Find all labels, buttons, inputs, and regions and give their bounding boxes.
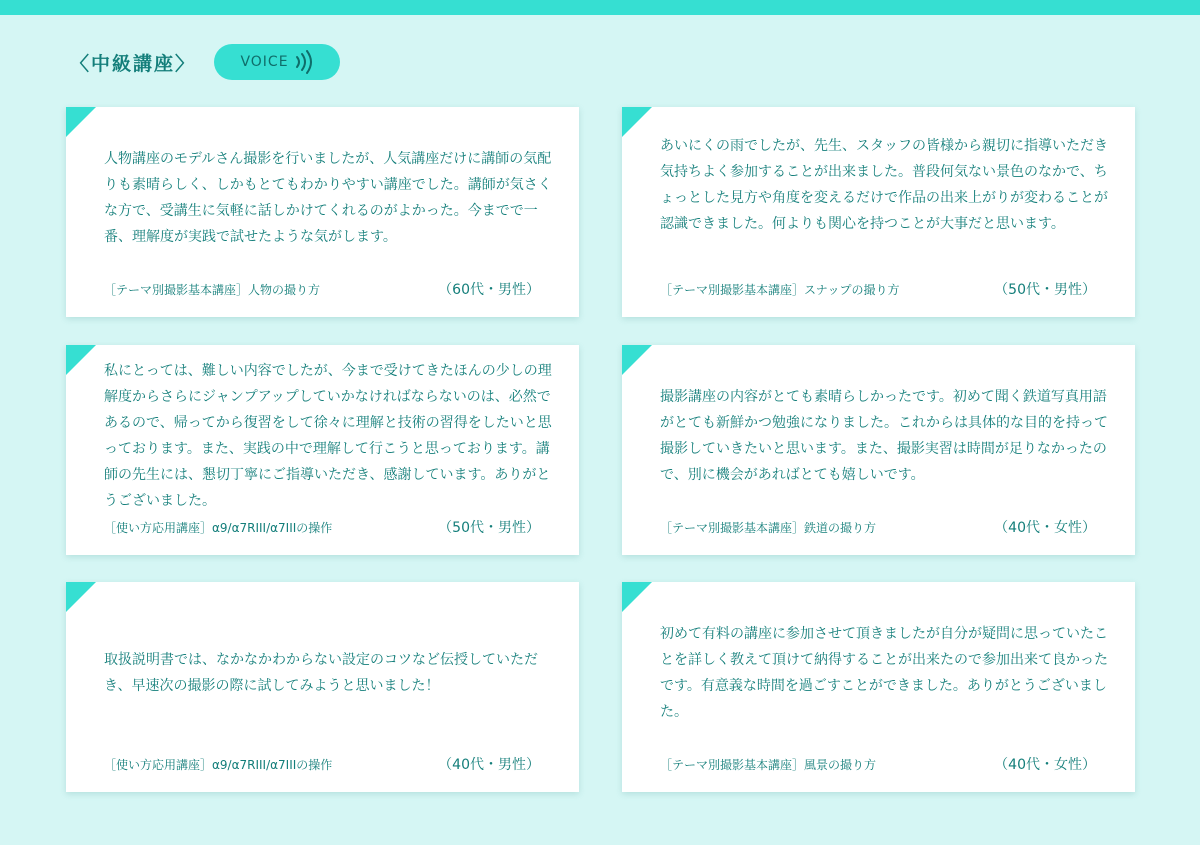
- testimonial-card: [622, 107, 1135, 317]
- card-corner-accent: [66, 107, 96, 137]
- course-name: ［テーマ別撮影基本講座］風景の撮り方: [660, 757, 877, 772]
- testimonial-card: [66, 582, 579, 792]
- voice-label: VOICE: [240, 54, 289, 70]
- person-age-gender: （40代・男性）: [438, 757, 540, 773]
- card-footer: [104, 517, 540, 537]
- card-footer: [660, 517, 1096, 537]
- person-age-gender: （40代・女性）: [994, 520, 1096, 536]
- testimonial-text: 私にとっては、難しい内容でしたが、今まで受けてきたほんの少しの理解度からさらにジャンプアップしていかなければならないのは、必然であるので、帰ってから復習をして徐々に理解と技術の習得をしたいと思っております。また、実践の中で理解して行こうと思っております。講師の先生には、懇切丁寧にご指導いただき、感謝しています。ありがとうございました。: [104, 363, 552, 509]
- course-name: ［テーマ別撮影基本講座］鉄道の撮り方: [660, 520, 877, 535]
- testimonial-text: 初めて有料の講座に参加させて頂きましたが自分が疑問に思っていたことを詳しく教えて頂けて納得することが出来たので参加出来て良かったです。有意義な時間を過ごすことができました。ありがとうございました。: [660, 626, 1108, 720]
- testimonial-text: 人物講座のモデルさん撮影を行いましたが、人気講座だけに講師の気配りも素晴らしく、しかもとてもわかりやすい講座でした。講師が気さくな方で、受講生に気軽に話しかけてくれるのがよかった。今までで一番、理解度が実践で試せたような気がします。: [104, 151, 552, 245]
- testimonial-text: 取扱説明書では、なかなかわからない設定のコツなど伝授していただき、早速次の撮影の際に試してみようと思いました！: [104, 652, 538, 694]
- card-corner-accent: [66, 345, 96, 375]
- person-age-gender: （40代・女性）: [994, 757, 1096, 773]
- person-age-gender: （50代・男性）: [438, 520, 540, 536]
- testimonial-card: [66, 345, 579, 555]
- card-footer: [104, 754, 540, 774]
- sound-wave-icon: [294, 50, 314, 74]
- voice-badge: [214, 44, 340, 80]
- person-age-gender: （60代・男性）: [438, 282, 540, 298]
- course-name: ［テーマ別撮影基本講座］人物の撮り方: [104, 282, 321, 297]
- section-title: 〈中級講座〉: [70, 52, 197, 75]
- card-footer: [104, 279, 540, 299]
- testimonial-card: [66, 107, 579, 317]
- top-accent-bar: [0, 0, 1200, 15]
- card-corner-accent: [622, 345, 652, 375]
- person-age-gender: （50代・男性）: [994, 282, 1096, 298]
- card-corner-accent: [622, 107, 652, 137]
- course-name: ［使い方応用講座］α9/α7RIII/α7IIIの操作: [104, 520, 333, 535]
- testimonial-text: あいにくの雨でしたが、先生、スタッフの皆様から親切に指導いただき気持ちよく参加することが出来ました。普段何気ない景色のなかで、ちょっとした見方や角度を変えるだけで作品の出来上がりが変わることが認識できました。何よりも関心を持つことが大事だと思います。: [660, 138, 1108, 232]
- section-header: [70, 44, 340, 80]
- card-corner-accent: [66, 582, 96, 612]
- course-name: ［テーマ別撮影基本講座］スナップの撮り方: [660, 282, 900, 297]
- card-footer: [660, 279, 1096, 299]
- card-footer: [660, 754, 1096, 774]
- testimonial-card: [622, 582, 1135, 792]
- course-name: ［使い方応用講座］α9/α7RIII/α7IIIの操作: [104, 757, 333, 772]
- testimonial-card: [622, 345, 1135, 555]
- testimonial-text: 撮影講座の内容がとても素晴らしかったです。初めて聞く鉄道写真用語がとても新鮮かつ勉強になりました。これからは具体的な目的を持って撮影していきたいと思います。また、撮影実習は時間が足りなかったので、別に機会があればとても嬉しいです。: [660, 389, 1108, 483]
- card-corner-accent: [622, 582, 652, 612]
